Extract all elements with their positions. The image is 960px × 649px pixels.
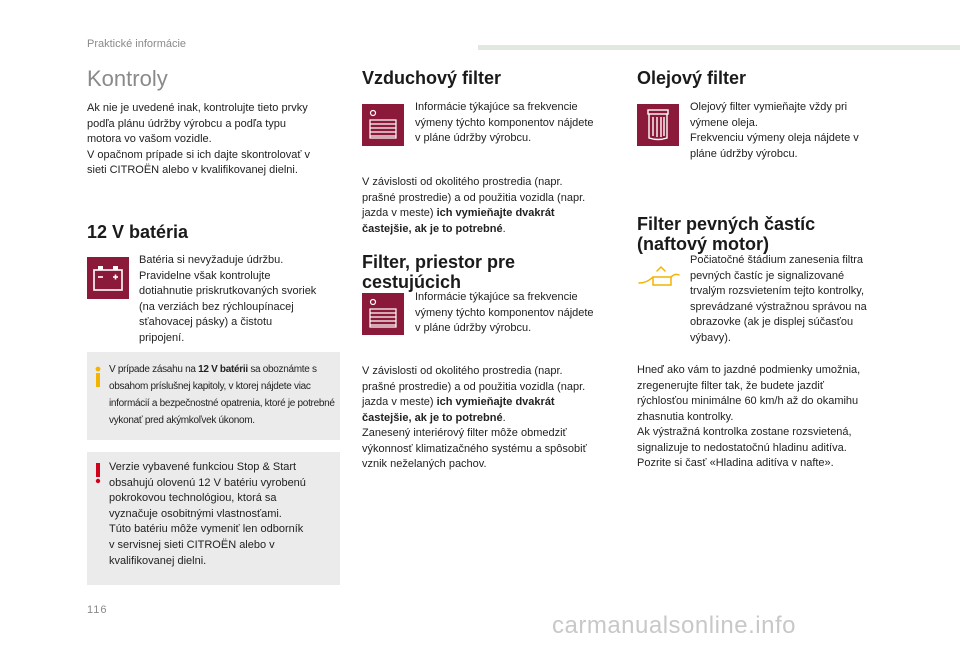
dpf-text	[690, 253, 895, 346]
text-line: rýchlosťou minimálne 60 km/h až do okamihu	[637, 395, 859, 407]
text-line: jazda v meste) ich vymieňajte dvakrát	[362, 396, 555, 408]
text-line: Zanesený interiérový filter môže obmedziť	[362, 427, 567, 439]
cabin-filter-text	[415, 290, 620, 337]
warning-text	[109, 460, 335, 569]
page-title: Kontroly	[87, 66, 168, 91]
text-line: častejšie, ak je to potrebné.	[362, 222, 506, 235]
text-line: motora vo vašom vozidle.	[87, 133, 212, 145]
text-line: Informácie týkajúce sa frekvencie	[415, 101, 578, 113]
battery-text	[139, 253, 339, 346]
text-line: výmeny týchto komponentov nájdete	[415, 116, 594, 129]
oil-filter-text	[690, 100, 890, 162]
text-line: (na verziách bez rýchloupínacej	[139, 300, 294, 313]
battery-heading: 12 V batéria	[87, 222, 189, 242]
info-text: V prípade zásahu na 12 V batérii sa oboznámte s obsahom príslušnej kapitoly, v ktorej nájdete viac informácií a bezpečnostné opatrenia, ktoré je potrebné vykonať pred akýmkoľvek úkonom.	[109, 364, 335, 426]
text-line: prašné prostredie) a od použitia vozidla (napr.	[362, 380, 586, 393]
text-line: zhasnutia kontrolky.	[637, 410, 734, 423]
text-line: výbavy).	[690, 331, 731, 344]
text-line: dotiahnutie priskrutkovaných svoriek	[139, 285, 317, 297]
text-line: pokrokovou technológiou, ktorá sa	[109, 492, 277, 505]
text-line: pripojení.	[139, 331, 185, 344]
text-line: Ak výstražná kontrolka zostane rozsvietená,	[637, 426, 852, 438]
dpf-warning-lamp-icon	[637, 263, 681, 289]
text-line: jazda v meste) ich vymieňajte dvakrát	[362, 207, 555, 219]
text-line: sieti CITROËN alebo v kvalifikovanej dielni.	[87, 164, 298, 176]
text-line: sťahovacej pásky) a čistotu	[139, 316, 273, 328]
text-line: Hneď ako vám to jazdné podmienky umožnia,	[637, 364, 861, 376]
text-line: obrazovke (ak je displej súčasťou	[690, 316, 854, 328]
air-filter-text	[415, 100, 620, 147]
text-line: podľa plánu údržby výrobcu a podľa typu	[87, 117, 287, 130]
page-number: 116	[87, 604, 108, 616]
oil-filter-heading: Olejový filter	[637, 68, 747, 88]
cabin-filter-icon	[362, 293, 404, 335]
text-line: V závislosti od okolitého prostredia (napr.	[362, 365, 563, 377]
text-line: V závislosti od okolitého prostredia (napr.	[362, 176, 563, 188]
text-line: Olejový filter vymieňajte vždy pri	[690, 101, 848, 113]
warning-icon	[93, 462, 103, 484]
air-filter-note	[362, 175, 617, 237]
text-line: Túto batériu môže vymeniť len odborník	[109, 523, 304, 536]
air-filter-heading: Vzduchový filter	[362, 68, 502, 88]
section-header: Praktické informácie	[87, 38, 187, 50]
text-line: Informácie týkajúce sa frekvencie	[415, 291, 578, 303]
text-line: kvalifikovanej dielni.	[109, 554, 207, 567]
text-line: zregenerujte filter tak, že budete jazdiť	[637, 379, 824, 392]
text-line: Frekvenciu výmeny oleja nájdete v	[690, 132, 859, 144]
info-icon	[93, 366, 103, 388]
text-line: vznik neželaných pachov.	[362, 458, 487, 470]
oil-filter-icon	[637, 104, 679, 146]
air-filter-icon	[362, 104, 404, 146]
cabin-filter-heading: Filter, priestor pre cestujúcich	[362, 252, 516, 292]
kontroly-intro	[87, 101, 347, 179]
dpf-heading: Filter pevných častíc (naftový motor)	[637, 214, 816, 254]
text-line: sprevádzané výstražnou správou na	[690, 300, 867, 313]
text-line: Pozrite si časť «Hladina aditíva v nafte».	[637, 457, 834, 469]
cabin-filter-note	[362, 364, 617, 473]
battery-icon	[87, 257, 129, 299]
text-line: výkonnosť klimatizačného systému a spôsobiť	[362, 442, 587, 455]
text-line: v servisnej sieti CITROËN alebo v	[109, 538, 275, 551]
text-line: Pravidelne však kontrolujte	[139, 269, 271, 282]
dpf-note	[637, 363, 897, 472]
header-bar	[478, 45, 960, 50]
text-line: V opačnom prípade si ich dajte skontrolovať v	[87, 148, 311, 161]
watermark: carmanualsonline.info	[552, 612, 796, 639]
text-line: v pláne údržby výrobcu.	[415, 132, 532, 144]
text-line: vyznačuje osobitnými vlastnosťami.	[109, 507, 282, 520]
text-line: signalizuje to nedostatočnú hladinu aditíva.	[637, 441, 847, 454]
text-line: častejšie, ak je to potrebné.	[362, 411, 506, 424]
text-line: Ak nie je uvedené inak, kontrolujte tieto prvky	[87, 102, 308, 114]
text-line: v pláne údržby výrobcu.	[415, 322, 532, 334]
text-line: prašné prostredie) a od použitia vozidla (napr.	[362, 191, 586, 204]
text-line: pláne údržby výrobcu.	[690, 147, 798, 160]
text-line: výmeny týchto komponentov nájdete	[415, 306, 594, 319]
text-line: pevných častíc je signalizované	[690, 269, 845, 282]
text-line: Verzie vybavené funkciou Stop & Start	[109, 461, 297, 473]
text-line: Počiatočné štádium zanesenia filtra	[690, 254, 864, 266]
text-line: Batéria si nevyžaduje údržbu.	[139, 254, 284, 266]
text-line: trvalým rozsvietením tejto kontrolky,	[690, 285, 865, 297]
text-line: obsahujú olovenú 12 V batériu vyrobenú	[109, 476, 306, 489]
text-line: výmene oleja.	[690, 116, 758, 129]
